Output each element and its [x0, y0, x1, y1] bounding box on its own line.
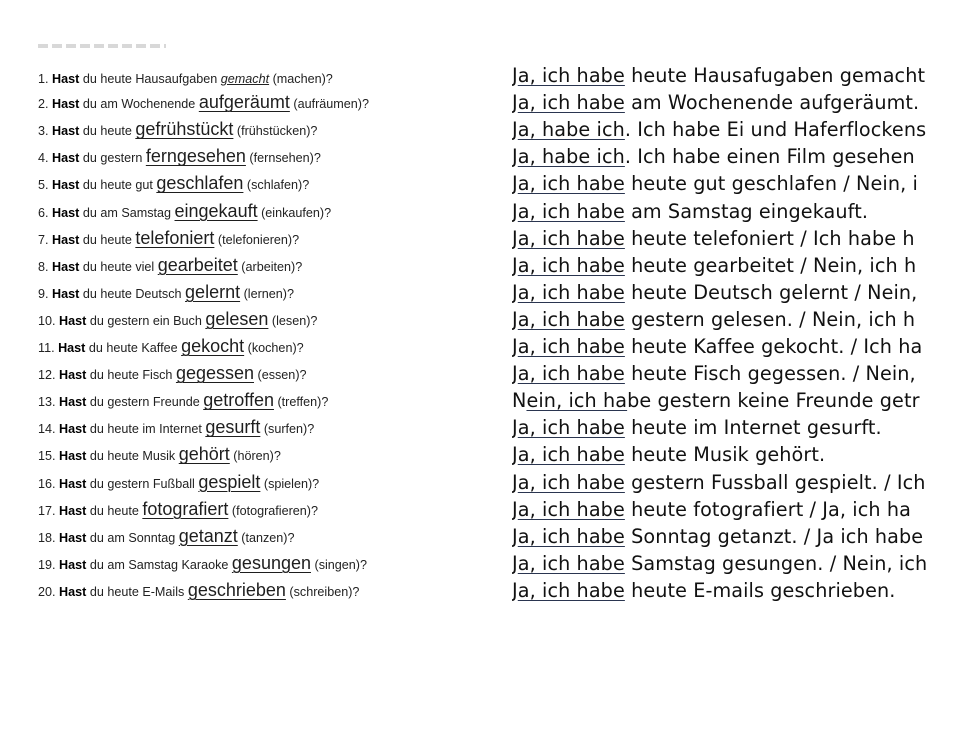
question-verb: Hast: [52, 151, 80, 166]
question-number: 19.: [38, 557, 56, 572]
answer-first-letter: J: [512, 578, 518, 602]
question: [38, 119, 317, 140]
exercise-row: [0, 468, 980, 495]
question-verb: Hast: [52, 259, 80, 274]
answer-rest: heute Hausafugaben gemacht: [624, 64, 926, 88]
question-number: 20.: [38, 584, 56, 599]
infinitive-hint: (fernsehen)?: [249, 151, 321, 166]
infinitive-hint: (kochen)?: [247, 341, 304, 356]
infinitive-hint: (fotografieren)?: [231, 503, 318, 518]
filled-answer: gehört: [178, 444, 230, 465]
filled-answer: gekocht: [181, 336, 245, 357]
answer-underlined-part: ein, ich ha: [526, 389, 628, 413]
answer-sentence: [512, 498, 980, 521]
answer-sentence: [512, 416, 980, 439]
question: [38, 72, 333, 86]
question-text: du am Wochenende: [82, 97, 196, 112]
answer-first-letter: J: [512, 253, 518, 277]
filled-answer: gemacht: [220, 72, 270, 87]
infinitive-hint: (treffen)?: [277, 395, 329, 410]
answer-rest: heute im Internet gesurft.: [624, 416, 882, 440]
exercise-row: [0, 414, 980, 441]
infinitive-hint: (frühstücken)?: [236, 124, 318, 139]
filled-answer: eingekauft: [174, 200, 258, 221]
infinitive-hint: (tanzen)?: [241, 530, 295, 545]
answer-underlined-part: a, ich habe: [517, 524, 625, 548]
question-verb: Hast: [52, 178, 80, 193]
question-number: 9.: [38, 286, 49, 301]
question-text: du heute: [89, 503, 139, 518]
question: [38, 472, 319, 493]
answer-rest: gestern gelesen. / Nein, ich h: [624, 307, 916, 331]
question-text: du heute Musik: [89, 449, 176, 464]
exercise-row: [0, 143, 980, 170]
filled-answer: getroffen: [203, 390, 274, 411]
question: [38, 444, 281, 465]
question-verb: Hast: [59, 395, 87, 410]
question: [38, 255, 302, 276]
answer-sentence: [512, 200, 980, 223]
question-number: 7.: [38, 232, 49, 247]
answer-sentence: [512, 471, 980, 494]
answer-sentence: [512, 254, 980, 277]
answer-sentence: [512, 362, 980, 385]
answer-rest: heute gut geschlafen / Nein, i: [624, 172, 918, 196]
question: [38, 553, 367, 574]
infinitive-hint: (lesen)?: [271, 313, 318, 328]
infinitive-hint: (einkaufen)?: [261, 205, 332, 220]
exercise-row: [0, 333, 980, 360]
answer-first-letter: N: [512, 389, 527, 413]
filled-answer: getanzt: [178, 525, 238, 546]
infinitive-hint: (aufräumen)?: [293, 97, 369, 112]
question-number: 12.: [38, 368, 56, 383]
question-text: du heute im Internet: [89, 422, 202, 437]
infinitive-hint: (hören)?: [233, 449, 281, 464]
question-text: du heute Deutsch: [82, 286, 182, 301]
question-number: 18.: [38, 530, 56, 545]
answer-first-letter: J: [512, 91, 518, 115]
question-number: 16.: [38, 476, 56, 491]
answer-first-letter: J: [512, 362, 518, 386]
answer-underlined-part: a, ich habe: [517, 443, 625, 467]
answer-first-letter: J: [512, 416, 518, 440]
question-verb: Hast: [52, 205, 80, 220]
infinitive-hint: (singen)?: [314, 557, 368, 572]
question-text: du gestern Freunde: [89, 395, 200, 410]
exercise-list: [0, 62, 980, 604]
question-text: du heute Fisch: [89, 368, 173, 383]
filled-answer: gefrühstückt: [135, 119, 234, 140]
question-number: 11.: [38, 341, 55, 356]
filled-answer: gesurft: [205, 417, 261, 438]
answer-rest: heute Fisch gegessen. / Nein,: [624, 362, 916, 386]
infinitive-hint: (schlafen)?: [246, 178, 310, 193]
filled-answer: ferngesehen: [145, 146, 246, 167]
infinitive-hint: (lernen)?: [243, 286, 294, 301]
answer-rest: heute Deutsch gelernt / Nein,: [624, 280, 918, 304]
filled-answer: gearbeitet: [157, 254, 238, 275]
answer-first-letter: J: [512, 470, 518, 494]
answer-underlined-part: a, ich habe: [517, 91, 625, 115]
question-text: du am Samstag Karaoke: [89, 557, 229, 572]
question-text: du gestern Fußball: [89, 476, 195, 491]
question-verb: Hast: [59, 584, 87, 599]
question-verb: Hast: [59, 368, 87, 383]
question-text: du heute Kaffee: [88, 341, 178, 356]
answer-first-letter: J: [512, 524, 518, 548]
exercise-row: [0, 496, 980, 523]
answer-underlined-part: a, ich habe: [517, 307, 625, 331]
answer-underlined-part: a, ich habe: [517, 226, 625, 250]
exercise-row: [0, 279, 980, 306]
answer-first-letter: J: [512, 335, 518, 359]
answer-sentence: [512, 308, 980, 331]
answer-rest: . Ich habe einen Film gesehen: [624, 145, 915, 169]
infinitive-hint: (machen)?: [272, 72, 333, 87]
question-text: du am Sonntag: [89, 530, 176, 545]
question-number: 5.: [38, 178, 49, 193]
question-verb: Hast: [52, 232, 80, 247]
exercise-row: [0, 306, 980, 333]
question: [38, 173, 309, 194]
infinitive-hint: (telefonieren)?: [217, 232, 300, 247]
answer-sentence: [512, 172, 980, 195]
question: [38, 526, 295, 547]
question-text: du heute: [82, 232, 132, 247]
question: [38, 580, 359, 601]
question-number: 2.: [38, 97, 49, 112]
answer-underlined-part: a, ich habe: [517, 497, 625, 521]
answer-underlined-part: a, ich habe: [517, 362, 625, 386]
filled-answer: gesungen: [231, 552, 311, 573]
question-number: 15.: [38, 449, 56, 464]
question: [38, 228, 299, 249]
answer-rest: heute Musik gehört.: [624, 443, 826, 467]
question-number: 10.: [38, 313, 56, 328]
filled-answer: gegessen: [175, 363, 255, 384]
question-text: du heute viel: [82, 259, 155, 274]
answer-first-letter: J: [512, 443, 518, 467]
question: [38, 363, 307, 384]
answer-rest: Samstag gesungen. / Nein, ich: [624, 551, 928, 575]
answer-underlined-part: a, ich habe: [517, 578, 625, 602]
infinitive-hint: (arbeiten)?: [241, 259, 303, 274]
answer-underlined-part: a, ich habe: [517, 280, 625, 304]
answer-first-letter: J: [512, 551, 518, 575]
answer-underlined-part: a, ich habe: [517, 335, 625, 359]
question-verb: Hast: [59, 422, 87, 437]
answer-underlined-part: a, ich habe: [517, 199, 625, 223]
answer-first-letter: J: [512, 118, 518, 142]
filled-answer: geschrieben: [187, 579, 286, 600]
question: [38, 201, 331, 222]
question-number: 13.: [38, 395, 56, 410]
answer-underlined-part: a, habe ich: [517, 118, 625, 142]
question: [38, 282, 294, 303]
question-verb: Hast: [59, 557, 87, 572]
exercise-row: [0, 89, 980, 116]
question-number: 17.: [38, 503, 56, 518]
answer-first-letter: J: [512, 172, 518, 196]
answer-rest: be gestern keine Freunde getr: [627, 389, 920, 413]
answer-rest: . Ich habe Ei und Haferflockens: [624, 118, 927, 142]
answer-rest: gestern Fussball gespielt. / Ich: [624, 470, 926, 494]
question-verb: Hast: [59, 449, 87, 464]
answer-rest: am Samstag eingekauft.: [624, 199, 869, 223]
question: [38, 309, 317, 330]
answer-sentence: [512, 281, 980, 304]
filled-answer: aufgeräumt: [198, 92, 290, 113]
answer-rest: heute telefoniert / Ich habe h: [624, 226, 915, 250]
answer-sentence: [512, 389, 980, 412]
answer-sentence: [512, 145, 980, 168]
answer-underlined-part: a, ich habe: [517, 172, 625, 196]
filled-answer: geschlafen: [156, 173, 244, 194]
answer-underlined-part: a, ich habe: [517, 64, 625, 88]
infinitive-hint: (spielen)?: [263, 476, 320, 491]
question-verb: Hast: [59, 476, 87, 491]
question-text: du heute E-Mails: [89, 584, 185, 599]
question: [38, 390, 328, 411]
question-verb: Hast: [59, 530, 87, 545]
question-text: du am Samstag: [82, 205, 172, 220]
filled-answer: telefoniert: [135, 227, 215, 248]
question-verb: Hast: [52, 124, 80, 139]
question-verb: Hast: [52, 97, 80, 112]
answer-sentence: [512, 579, 980, 602]
exercise-row: [0, 523, 980, 550]
question-number: 4.: [38, 151, 49, 166]
answer-underlined-part: a, ich habe: [517, 470, 625, 494]
answer-sentence: [512, 118, 980, 141]
question: [38, 417, 314, 438]
filled-answer: fotografiert: [142, 498, 229, 519]
answer-underlined-part: a, ich habe: [517, 253, 625, 277]
exercise-row: [0, 62, 980, 89]
question-text: du gestern ein Buch: [89, 313, 202, 328]
question-verb: Hast: [58, 341, 86, 356]
answer-rest: Sonntag getanzt. / Ja ich habe: [624, 524, 924, 548]
question-text: du gestern: [82, 151, 143, 166]
answer-sentence: [512, 335, 980, 358]
answer-rest: heute E-mails geschrieben.: [624, 578, 896, 602]
answer-rest: heute Kaffee gekocht. / Ich ha: [624, 335, 923, 359]
answer-first-letter: J: [512, 497, 518, 521]
exercise-row: [0, 225, 980, 252]
question-number: 8.: [38, 259, 49, 274]
exercise-row: [0, 387, 980, 414]
question: [38, 336, 304, 357]
exercise-row: [0, 197, 980, 224]
question: [38, 499, 318, 520]
answer-underlined-part: a, habe ich: [517, 145, 625, 169]
answer-sentence: [512, 552, 980, 575]
exercise-row: [0, 170, 980, 197]
infinitive-hint: (surfen)?: [263, 422, 315, 437]
infinitive-hint: (essen)?: [257, 368, 307, 383]
filled-answer: gelesen: [205, 308, 269, 329]
question-verb: Hast: [59, 313, 87, 328]
answer-first-letter: J: [512, 199, 518, 223]
question-verb: Hast: [59, 503, 87, 518]
question-verb: Hast: [52, 286, 80, 301]
answer-first-letter: J: [512, 280, 518, 304]
answer-sentence: [512, 227, 980, 250]
answer-rest: heute gearbeitet / Nein, ich h: [624, 253, 917, 277]
answer-sentence: [512, 525, 980, 548]
exercise-row: [0, 252, 980, 279]
question-number: 6.: [38, 205, 49, 220]
question: [38, 146, 321, 167]
filled-answer: gelernt: [185, 281, 241, 302]
answer-first-letter: J: [512, 226, 518, 250]
question-text: du heute: [82, 124, 132, 139]
answer-sentence: [512, 64, 980, 87]
exercise-row: [0, 116, 980, 143]
filled-answer: gespielt: [198, 471, 261, 492]
answer-rest: am Wochenende aufgeräumt.: [624, 91, 920, 115]
answer-first-letter: J: [512, 64, 518, 88]
exercise-row: [0, 577, 980, 604]
answer-sentence: [512, 91, 980, 114]
answer-rest: heute fotografiert / Ja, ich ha: [624, 497, 911, 521]
question-text: du heute gut: [82, 178, 153, 193]
answer-first-letter: J: [512, 145, 518, 169]
question-number: 3.: [38, 124, 49, 139]
question-number: 14.: [38, 422, 56, 437]
answer-first-letter: J: [512, 307, 518, 331]
exercise-row: [0, 360, 980, 387]
question-text: du heute Hausaufgaben: [82, 72, 218, 87]
answer-underlined-part: a, ich habe: [517, 416, 625, 440]
answer-underlined-part: a, ich habe: [517, 551, 625, 575]
faded-heading-mark: [38, 44, 166, 48]
question-verb: Hast: [52, 72, 80, 87]
answer-sentence: [512, 443, 980, 466]
question-number: 1.: [38, 72, 49, 87]
exercise-row: [0, 550, 980, 577]
infinitive-hint: (schreiben)?: [289, 584, 360, 599]
question: [38, 92, 369, 113]
exercise-row: [0, 441, 980, 468]
